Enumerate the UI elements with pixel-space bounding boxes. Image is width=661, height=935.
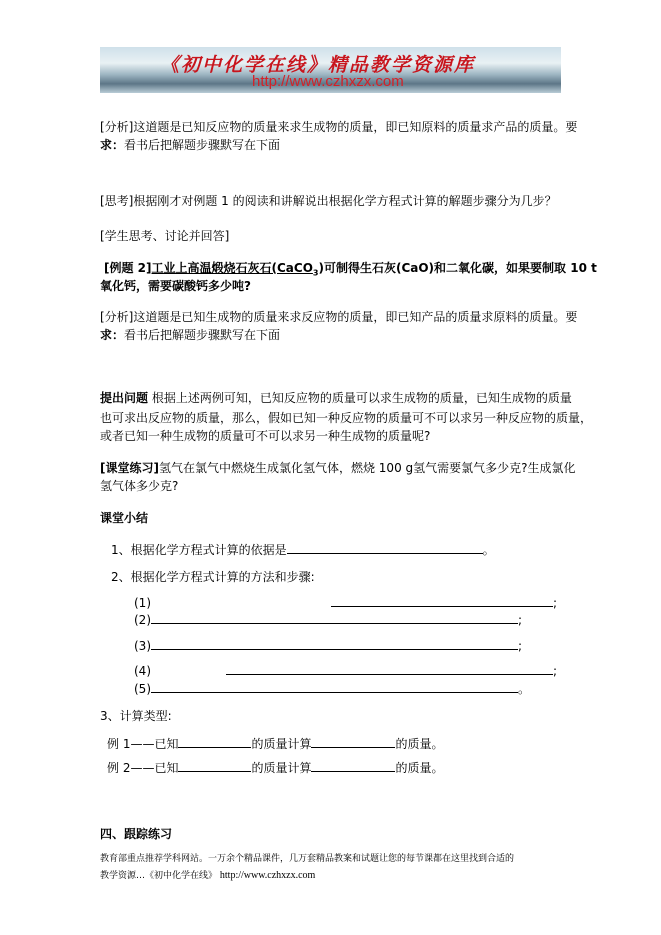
summary-item2: 2、根据化学方程式计算的方法和步骤: — [111, 570, 315, 584]
blank-field[interactable] — [151, 611, 518, 624]
type-label: 例 1——已知 — [107, 737, 179, 751]
punct: ; — [518, 613, 523, 627]
practice-label: [课堂练习] — [100, 461, 159, 475]
footer-link[interactable]: http://www.czhxzx.com — [219, 870, 316, 881]
analysis1-line2 — [100, 136, 280, 154]
type-end: 的质量。 — [395, 737, 444, 751]
requirement-label: 求： — [100, 328, 125, 342]
type-2 — [107, 759, 443, 777]
blank-field[interactable] — [151, 637, 518, 650]
blank-field[interactable] — [287, 541, 483, 554]
punct: ; — [518, 639, 523, 653]
practice-line1 — [100, 459, 576, 477]
blank-field[interactable] — [178, 735, 251, 748]
summary-item1 — [111, 541, 495, 559]
blank-field[interactable] — [331, 594, 553, 607]
question-line1 — [100, 389, 572, 407]
requirement-label: 求： — [100, 138, 125, 152]
summary-item3: 3、计算类型: — [100, 709, 172, 723]
step-5 — [134, 680, 530, 698]
step-1 — [134, 594, 557, 612]
blank-field[interactable] — [311, 759, 395, 772]
step-number: (5) — [134, 682, 151, 696]
blank-field[interactable] — [226, 662, 553, 675]
banner-url[interactable]: http://www.czhxzx.com — [252, 73, 404, 90]
question-label: 提出问题 — [100, 391, 149, 405]
punct: 。 — [518, 682, 531, 696]
analysis2-line2 — [100, 326, 280, 344]
footer-text: 教学资源…《初中化学在线》 — [100, 871, 218, 881]
step-2 — [134, 611, 522, 629]
item1-text: 1、根据化学方程式计算的依据是 — [111, 543, 287, 557]
footer-line1: 教育部重点推荐学科网站。一万余个精品课件，几万套精品教案和试题让您的每节课都在这里找到合适的 — [100, 854, 515, 864]
section4-heading: 四、跟踪练习 — [100, 827, 173, 841]
practice-line2: 氢气体多少克? — [100, 479, 179, 493]
blank-field[interactable] — [178, 759, 251, 772]
analysis1-line1: [分析]这道题是已知反应物的质量来求生成物的质量，即已知原料的质量求产品的质量。要 — [100, 120, 578, 134]
site-banner — [100, 47, 561, 93]
student-discussion: [学生思考、讨论并回答] — [100, 229, 230, 243]
punct: ; — [553, 664, 558, 678]
type-1 — [107, 735, 443, 753]
step-number: (3) — [134, 639, 151, 653]
summary-title: 课堂小结 — [100, 511, 149, 525]
requirement-text: 看书后把解题步骤默写在下面 — [124, 138, 281, 152]
question-line3: 或者已知一种生成物的质量可不可以求另一种生成物的质量呢? — [100, 429, 431, 443]
example2-label: [例题 2] — [104, 261, 152, 275]
type-end: 的质量。 — [395, 761, 444, 775]
question-line2: 也可求出反应物的质量，那么，假如已知一种反应物的质量可不可以求另一种反应物的质量， — [100, 411, 593, 425]
requirement-text: 看书后把解题步骤默写在下面 — [124, 328, 281, 342]
step-number: (1) — [134, 596, 151, 610]
blank-field[interactable] — [151, 680, 518, 693]
type-mid: 的质量计算 — [251, 761, 312, 775]
punct: ; — [553, 596, 558, 610]
example2-line2: 氧化钙，需要碳酸钙多少吨? — [100, 279, 251, 293]
example2-text-b: )可制得生石灰(CaO)和二氧化碳，如果要制取 10 t — [318, 261, 597, 275]
question-text: 根据上述两例可知，已知反应物的质量可以求生成物的质量，已知生成物的质量 — [148, 391, 572, 405]
step-3 — [134, 637, 522, 655]
step-number: (2) — [134, 613, 151, 627]
subscript: 3 — [312, 268, 319, 278]
type-mid: 的质量计算 — [251, 737, 312, 751]
punct: 。 — [482, 543, 495, 557]
example2-text-a: 工业上高温煅烧石灰石(CaCO — [151, 261, 313, 275]
step-number: (4) — [134, 664, 151, 678]
footer-line2 — [100, 868, 315, 884]
banner-title: 《初中化学在线》精品教学资源库 — [160, 54, 476, 76]
step-4 — [134, 662, 557, 680]
type-label: 例 2——已知 — [107, 761, 179, 775]
analysis2-line1: [分析]这道题是已知生成物的质量来求反应物的质量，即已知产品的质量求原料的质量。要 — [100, 310, 578, 324]
practice-text: 氢气在氯气中燃烧生成氯化氢气体，燃烧 100 g氢气需要氯气多少克?生成氯化 — [158, 461, 576, 475]
blank-field[interactable] — [311, 735, 395, 748]
think-prompt: [思考]根据刚才对例题 1 的阅读和讲解说出根据化学方程式计算的解题步骤分为几步？ — [100, 194, 557, 208]
